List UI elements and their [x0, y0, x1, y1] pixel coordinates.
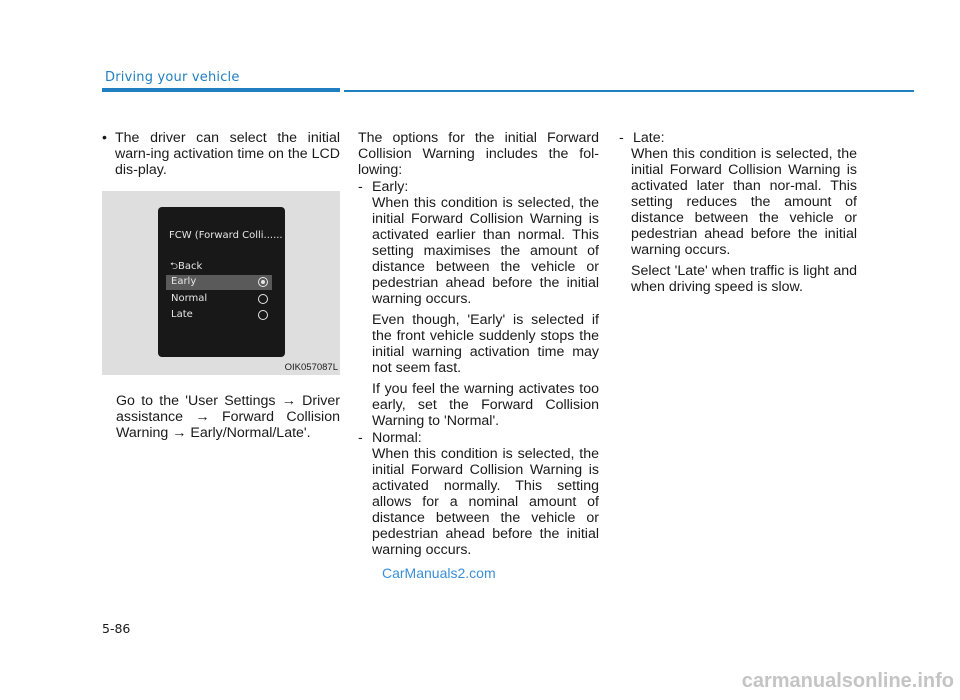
column-1 [102, 130, 340, 178]
goto-instructions: Go to the 'User Settings → Driver assistance → Forward Collision Warning → Early/Normal/Late'. [116, 393, 340, 441]
bullet-item [102, 130, 340, 178]
dash-mark: - [358, 430, 363, 446]
normal-paragraph-1: When this condition is selected, the initial Forward Collision Warning is activated normally. This setting allows for a nominal amount of distance between the vehicle or pedestrian ahead before the initial warning occurs. [372, 446, 599, 558]
section-title: Driving your vehicle [105, 70, 240, 85]
option-early [358, 179, 599, 195]
radio-selected-icon [258, 277, 268, 287]
figure-code: OIK057087L [284, 362, 338, 373]
dash-mark: - [358, 179, 363, 195]
page-number: 5-86 [102, 621, 131, 636]
radio-empty-icon [258, 294, 268, 304]
column-2 [358, 130, 599, 558]
option-label: Normal: [372, 430, 422, 446]
option-normal [358, 430, 599, 446]
lcd-option-early [166, 275, 272, 290]
late-paragraph-1: When this condition is selected, the initial Forward Collision Warning is activated later than nor-mal. This setting reduces the amount of distance between the vehicle or pedestrian ahead before the initial warning occurs. [631, 146, 857, 258]
lcd-option-normal [166, 292, 272, 307]
lcd-title: FCW (Forward Colli...... [169, 230, 283, 241]
column-3 [617, 130, 857, 295]
bullet-mark: • [102, 130, 107, 146]
dash-mark: - [619, 130, 624, 146]
option-label: Late: [633, 130, 665, 146]
radio-empty-icon [258, 310, 268, 320]
lcd-display [158, 207, 285, 357]
lcd-option-label: Early [171, 276, 197, 287]
lcd-option-label: Late [171, 309, 193, 320]
site-watermark: carmanualsonline.info [741, 670, 954, 692]
early-paragraph-1: When this condition is selected, the initial Forward Collision Warning is activated earlier than normal. This setting maximises the amount of distance between the vehicle or pedestrian ahead before the initial warning occurs. [372, 195, 599, 307]
header-rule-thin [344, 90, 914, 92]
late-paragraph-2: Select 'Late' when traffic is light and when driving speed is slow. [631, 263, 857, 295]
option-late [617, 130, 857, 146]
options-intro: The options for the initial Forward Collision Warning includes the fol-lowing: [358, 130, 599, 178]
lcd-option-late [166, 308, 272, 323]
bullet-text: The driver can select the initial warn-ing activation time on the LCD dis-play. [115, 130, 340, 178]
header-rule-thick [102, 88, 340, 92]
early-paragraph-3: If you feel the warning activates too early, set the Forward Collision Warning to 'Normal'. [372, 381, 599, 429]
watermark-link[interactable]: CarManuals2.com [382, 565, 496, 581]
early-paragraph-2: Even though, 'Early' is selected if the front vehicle suddenly stops the initial warning activation time may not seem fast. [372, 312, 599, 376]
lcd-figure [102, 191, 340, 375]
lcd-back-item: ⮌Back [170, 261, 203, 272]
option-label: Early: [372, 179, 409, 195]
lcd-option-label: Normal [171, 293, 208, 304]
